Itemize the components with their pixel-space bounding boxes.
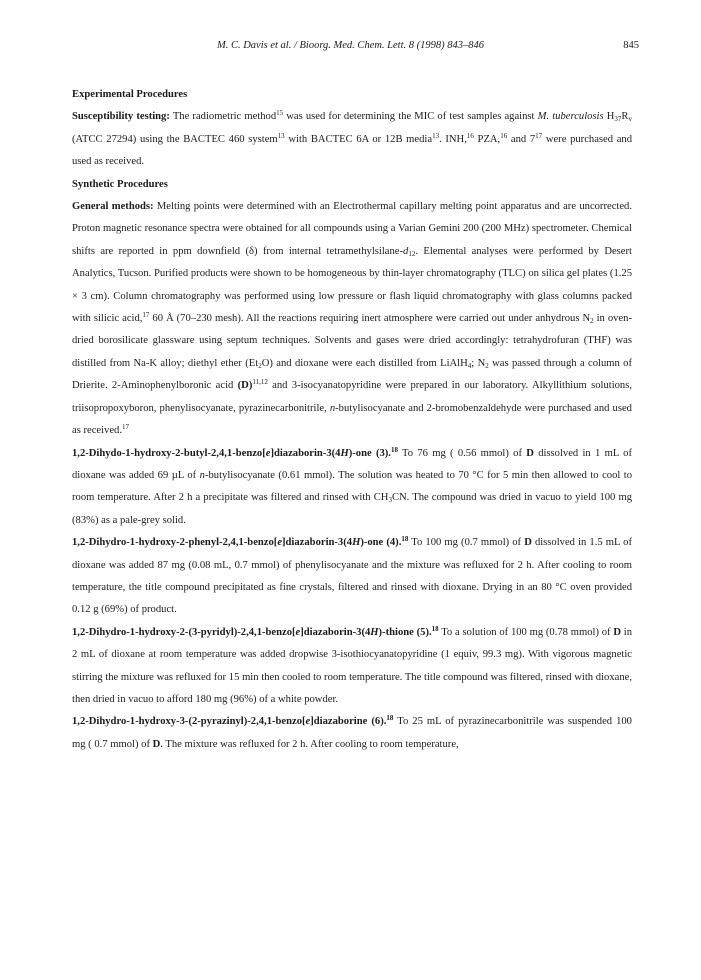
text-run: The radiometric method	[169, 111, 277, 123]
article-body	[72, 84, 632, 756]
citation-ref: 16	[500, 131, 508, 140]
title-run-italic: e	[277, 537, 283, 549]
page-header	[0, 40, 701, 56]
citation-ref: 18	[390, 445, 398, 454]
text-run: dissolved in 1 mL of dioxane was added 69 µL of	[72, 447, 632, 481]
subscript: 37	[614, 115, 622, 124]
text-run: dissolved in 1.5 mL of dioxane was added 87 mg (0.08 mL, 0.7 mmol) of phenylisocyanate and the mixture was refluxed for 2 h. After cooling to room temperature, the title compound precipitated as fine crystals, filtered and rinsed with dioxane. Drying in an 80 °C oven provided 0.12 g (69%) of product.	[72, 537, 632, 616]
citation-ref: 15	[276, 109, 284, 118]
text-run: was used for determining the MIC of test samples against	[283, 111, 538, 123]
compound-title	[72, 537, 408, 548]
citation-ref: 13	[277, 131, 285, 140]
compound-title	[72, 716, 393, 727]
compound-label: D	[526, 447, 534, 459]
compound-label: D	[524, 537, 532, 549]
paragraph-general-methods	[72, 196, 632, 442]
compound-title	[72, 624, 439, 638]
text-run: O) and dioxane were each distilled from LiAlH	[261, 357, 468, 369]
page-number: 845	[623, 40, 639, 51]
title-run-italic: H	[370, 626, 379, 638]
text-run: . INH,	[439, 133, 467, 145]
title-run: )-one (4).	[360, 537, 402, 549]
text-run: in oven-dried borosilicate glassware using septum techniques. Solvents and gases were dried accordingly: tetrahydrofuran (THF) was distilled from Na-K alloy; diethyl ether (Et	[72, 313, 632, 369]
compound-label: D	[613, 626, 621, 638]
text-run: (ATCC 27294) using the BACTEC 460 system	[72, 133, 278, 145]
paragraph-compound-6	[72, 711, 632, 756]
text-run: To 76 mg ( 0.56 mmol) of	[397, 447, 527, 459]
title-run-italic: e	[305, 716, 311, 728]
subscript: 2	[590, 317, 594, 326]
text-run: . Elemental analyses were performed by Desert Analytics, Tucson. Purified products were shown to be homogeneous by thin-layer chromatography (TLC) on silica gel plates (1.25 × 3 cm). Column chromatography was performed using low pressure or flash liquid chromatography with glass columns packed with silicic acid,	[72, 245, 632, 325]
species-name: M. tuberculosis	[537, 111, 604, 123]
subscript: v	[628, 115, 632, 124]
text-run: To 25 mL of pyrazinecarbonitrile was suspended 100 mg ( 0.7 mmol) of	[72, 716, 632, 750]
paragraph-compound-4	[72, 532, 632, 622]
title-run-italic: H	[352, 537, 361, 549]
text-run: . The mixture was refluxed for 2 h. After cooling to room temperature,	[160, 738, 459, 750]
running-head: M. C. Davis et al. / Bioorg. Med. Chem. Lett. 8 (1998) 843–846	[216, 40, 485, 51]
compound-title	[72, 445, 398, 459]
text-run: R	[621, 111, 629, 123]
paragraph-compound-5	[72, 622, 632, 712]
title-run-italic: H	[340, 447, 349, 459]
title-run: 1,2-Dihydro-1-hydroxy-2-phenyl-2,4,1-benzo[	[72, 537, 278, 549]
title-run: 1,2-Dihydo-1-hydroxy-2-butyl-2,4,1-benzo[	[72, 447, 266, 459]
paragraph-susceptibility	[72, 106, 632, 173]
text-run: with BACTEC 6A or 12B media	[284, 133, 433, 145]
citation-ref: 18	[431, 624, 439, 633]
section-heading-experimental: Experimental Procedures	[72, 89, 188, 100]
text-run: ; N	[471, 357, 486, 369]
title-run: )-thione (5).	[378, 626, 432, 638]
text-run: was passed through a column of Drierite. 2-Aminophenylboronic acid	[72, 357, 633, 392]
text-run: and 7	[507, 133, 536, 145]
text-run: in 2 mL of dioxane at room temperature was added dropwise 3-isothiocyanatopyridine (1 equiv, 99.3 mg). With vigorous magnetic stirring the mixture was refluxed for 15 min then cooled to room temperature. The title compound was filtered, rinsed with dioxane, then dried in vacuo to afford 180 mg (96%) of a white powder.	[72, 626, 632, 705]
paragraph-compound-3	[72, 443, 632, 533]
citation-ref: 17	[122, 423, 129, 432]
subscript: 12	[408, 249, 416, 258]
run-label-general: General methods:	[72, 201, 154, 213]
subscript: 4	[467, 361, 472, 370]
citation-ref: 11,12	[252, 378, 268, 387]
citation-ref: 18	[401, 535, 409, 544]
text-run: -butylisocyanate and 2-bromobenzaldehyde were purchased and used as received.	[72, 402, 632, 437]
text-run: To a solution of 100 mg (0.78 mmol) of	[438, 626, 614, 638]
title-run: )-one (3).	[348, 447, 391, 459]
title-run: ]diazaborine (6).	[310, 716, 387, 728]
subscript: 2	[485, 361, 489, 370]
text-run-italic: d	[403, 245, 409, 257]
text-run: PZA,	[473, 133, 501, 145]
section-heading-synthetic: Synthetic Procedures	[72, 178, 168, 190]
text-run: were purchased and used as received.	[72, 133, 632, 168]
title-run: 1,2-Dihydro-1-hydroxy-3-(2-pyrazinyl)-2,4,1-benzo[	[72, 716, 306, 728]
subscript: 3	[388, 496, 392, 505]
compound-label: D	[152, 738, 161, 750]
text-run: CN. The compound was dried in vacuo to yield 100 mg (83%) as a pale-grey solid.	[72, 492, 632, 526]
title-run-italic: e	[295, 626, 301, 638]
title-run: 1,2-Dihydro-1-hydroxy-2-(3-pyridyl)-2,4,1-benzo[	[72, 626, 296, 638]
citation-ref: 17	[142, 311, 150, 320]
subscript: 2	[258, 361, 262, 370]
title-run: ]diazaborin-3(4	[270, 447, 341, 459]
run-label-susceptibility: Susceptibility testing:	[72, 111, 170, 123]
text-run: H	[603, 111, 615, 123]
text-run-italic: n	[329, 402, 336, 414]
title-run: ]diazaborin-3(4	[282, 537, 353, 549]
citation-ref: 13	[432, 131, 440, 140]
title-run-italic: e	[265, 447, 271, 459]
compound-label: (D)	[237, 380, 253, 392]
text-run: Melting points were determined with an Electrothermal capillary melting point apparatus and are uncorrected. Proton magnetic resonance spectra were obtained for all compounds using a Varian Gemini 200 (200 MHz) spectrometer. Chemical shifts are reported in ppm downfield (δ) from internal tetramethylsilane-	[72, 201, 632, 257]
title-run: ]diazaborin-3(4	[300, 626, 371, 638]
citation-ref: 16	[466, 131, 474, 140]
text-run-italic: n	[199, 469, 205, 481]
text-run: and 3-isocyanatopyridine were prepared in our laboratory. Alkyllithium solutions, triisopropoxyboron, phenylisocyanate, pyrazinecarbonitrile,	[72, 380, 632, 414]
citation-ref: 18	[386, 714, 394, 723]
text-run: -butylisocyanate (0.61 mmol). The solution was heated to 70 °C for 5 min then allowed to cool to room temperature. After 2 h a precipitate was filtered and rinsed with CH	[72, 469, 633, 504]
text-run: 60 Å (70–230 mesh). All the reactions requiring inert atmosphere were carried out under anhydrous N	[149, 313, 591, 325]
citation-ref: 17	[535, 131, 543, 140]
text-run: To 100 mg (0.7 mmol) of	[408, 537, 525, 549]
